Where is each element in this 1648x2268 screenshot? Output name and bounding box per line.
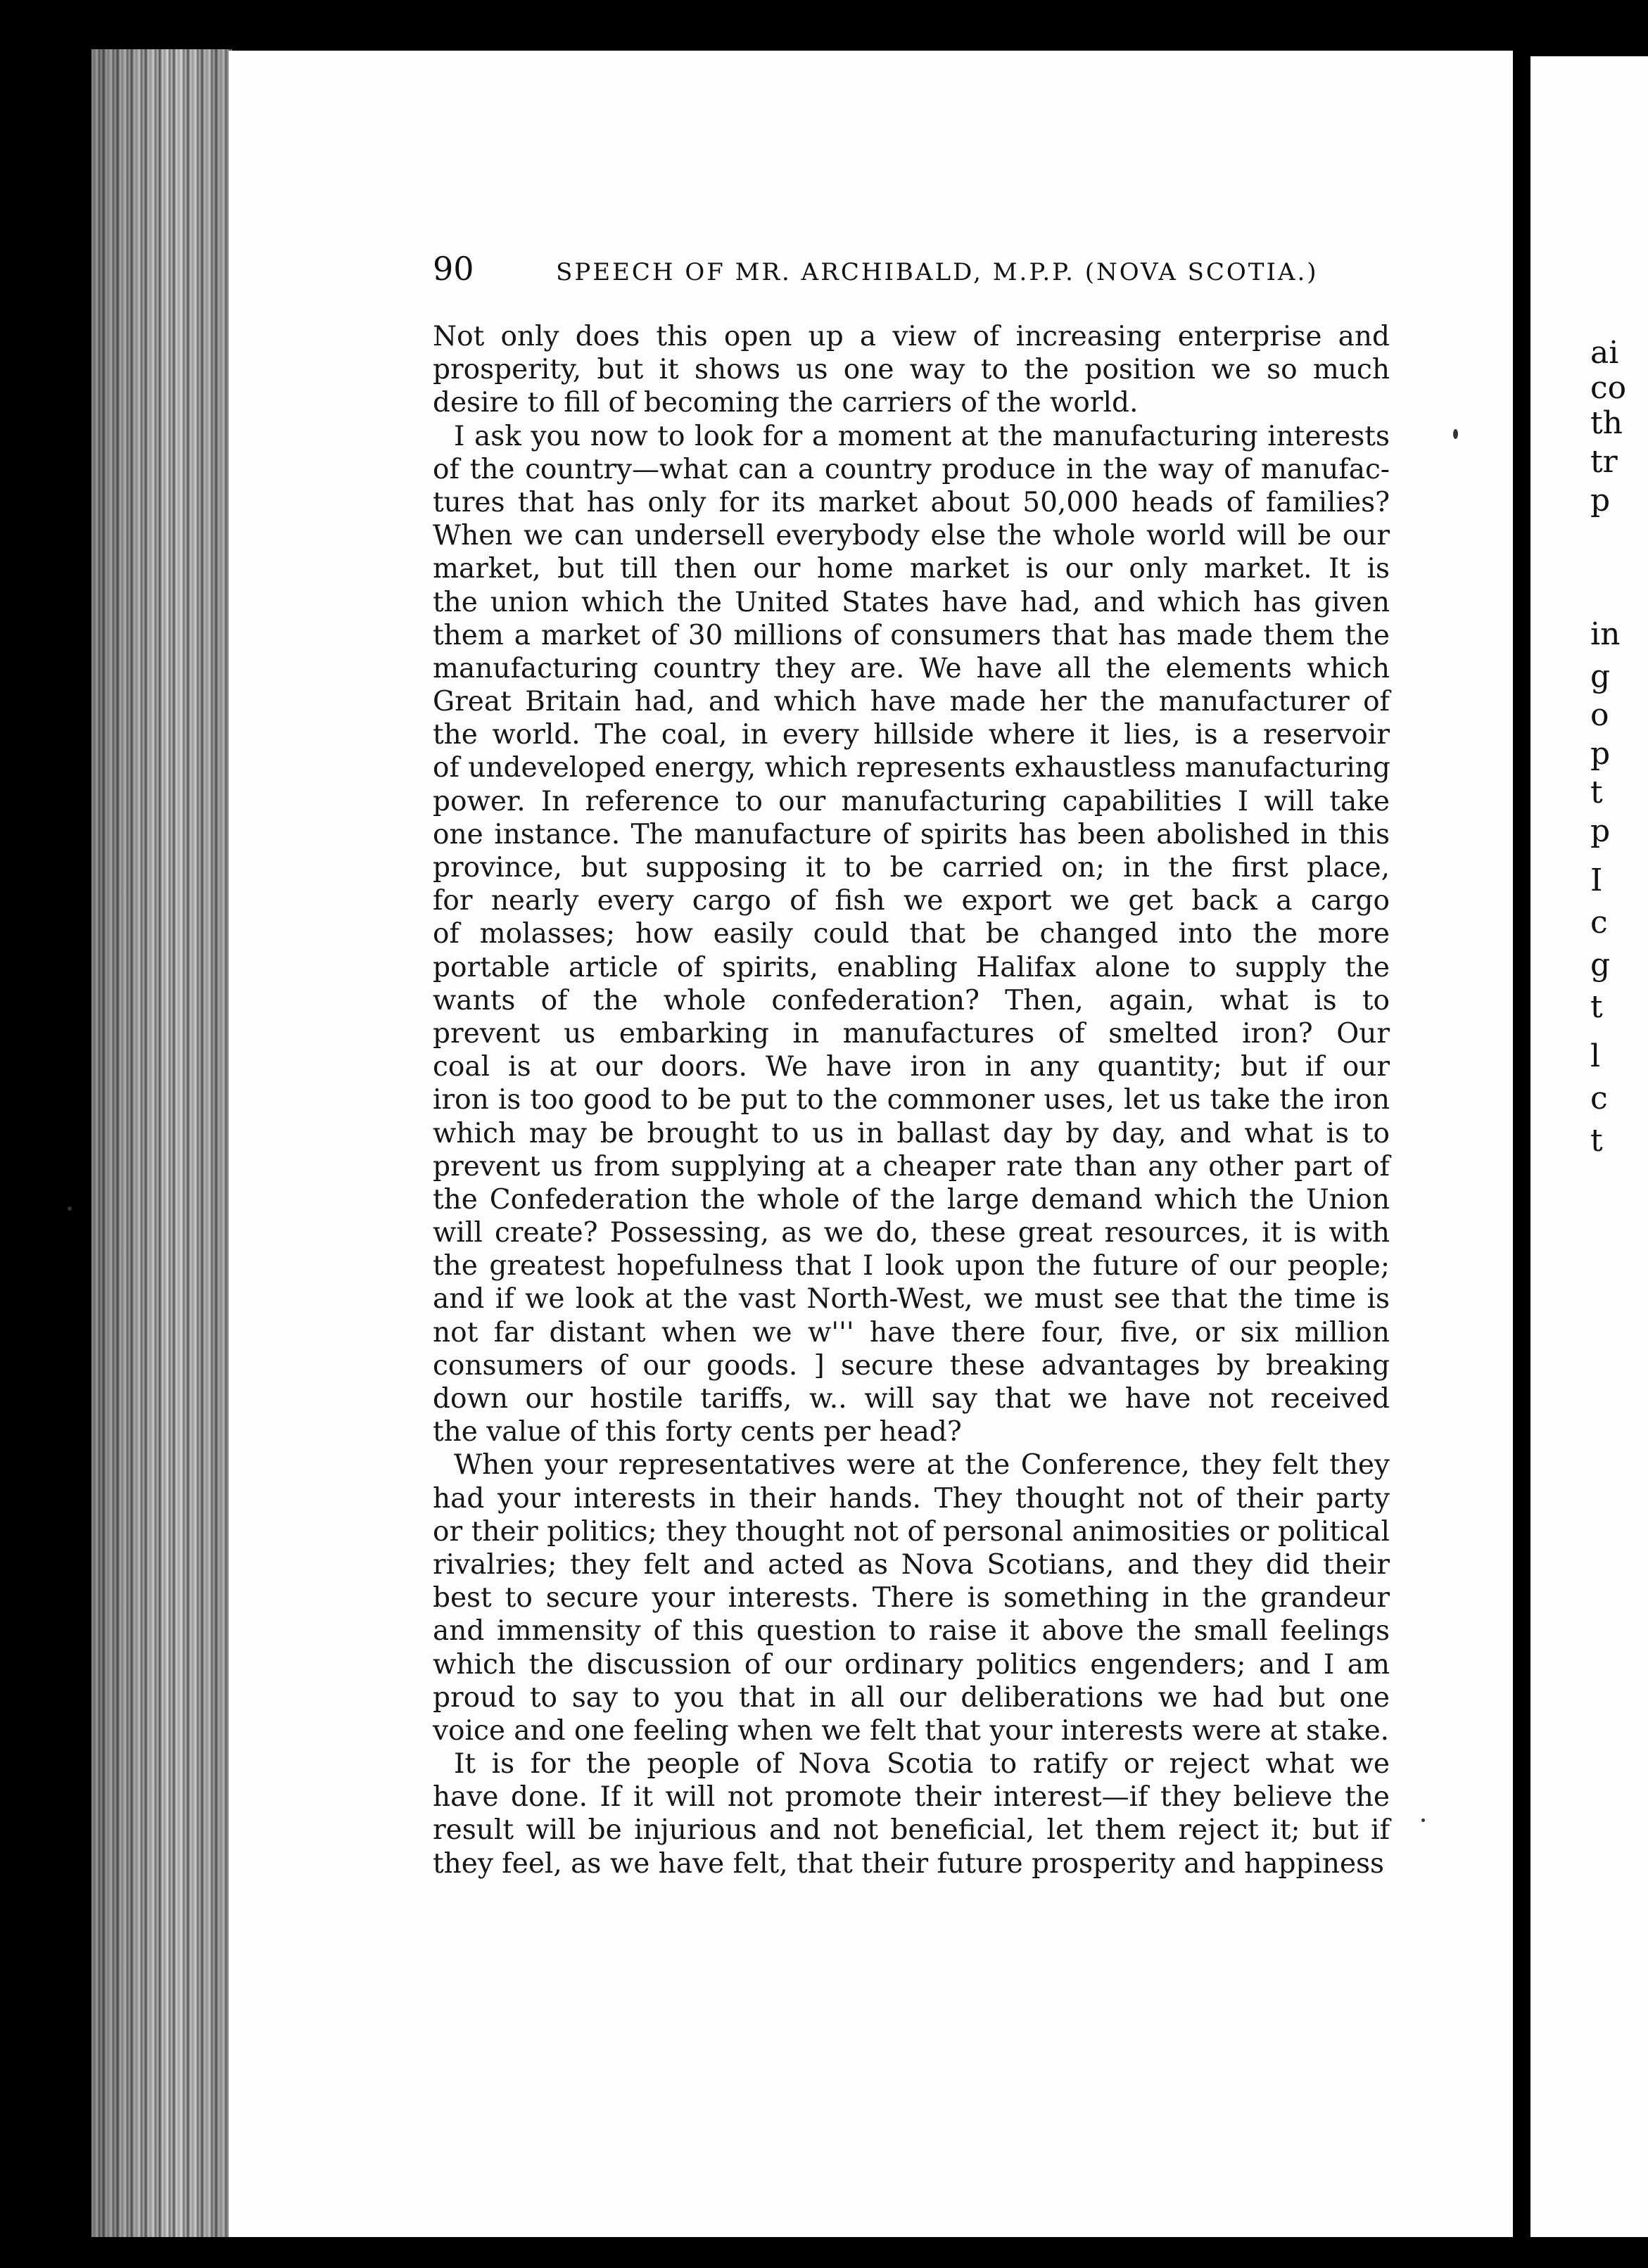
paragraph: [433, 420, 1390, 1449]
right-page-letter: p: [1590, 813, 1611, 849]
text-line: them a market of 30 millions of consumers that has made them the: [433, 619, 1390, 651]
text-line: tures that has only for its market about 50,000 heads of families?: [433, 486, 1390, 518]
right-page-letter: p: [1590, 483, 1611, 518]
page-number: 90: [433, 250, 474, 288]
right-page-letter: th: [1590, 405, 1623, 441]
text-line: have done. If it will not promote their interest—if they believe the: [433, 1781, 1390, 1814]
text-line: rivalries; they felt and acted as Nova Scotians, and they did their: [433, 1548, 1390, 1581]
speck: [68, 1206, 72, 1211]
text-line: province, but supposing it to be carried on; in the first place,: [433, 852, 1390, 884]
body-text: [433, 320, 1390, 1880]
text-line: market, but till then our home market is our only market. It is: [433, 553, 1390, 585]
text-line: manufacturing country they are. We have all the elements which: [433, 652, 1390, 684]
text-line: one instance. The manufacture of spirits has been abolished in this: [433, 818, 1390, 850]
text-line: proud to say to you that in all our deliberations we had but one: [433, 1681, 1390, 1714]
text-line: which may be brought to us in ballast day by day, and what is to: [433, 1117, 1390, 1149]
right-page-letter: c: [1590, 1081, 1608, 1116]
text-line: the value of this forty cents per head?: [433, 1416, 962, 1448]
text-line: the world. The coal, in every hillside where it lies, is a reservoir: [433, 719, 1390, 751]
speck: [1453, 429, 1458, 439]
paragraph: [433, 1747, 1390, 1880]
text-line: and if we look at the vast North-West, we must see that the time is: [433, 1283, 1390, 1315]
text-line: and immensity of this question to raise it above the small feelings: [433, 1615, 1390, 1648]
text-line: the Confederation the whole of the large demand which the Union: [433, 1183, 1390, 1216]
text-line: wants of the whole confederation? Then, again, what is to: [433, 984, 1390, 1017]
right-page-letter: tr: [1590, 444, 1618, 480]
right-page-letter: t: [1590, 775, 1603, 810]
text-line: power. In reference to our manufacturing capabilities I will take: [433, 785, 1390, 817]
paragraph: [433, 320, 1390, 420]
right-page-letter: g: [1590, 658, 1611, 694]
text-line: of molasses; how easily could that be changed into the more: [433, 918, 1390, 950]
text-line: prosperity, but it shows us one way to the position we so much: [433, 354, 1390, 386]
paragraph: [433, 1448, 1390, 1747]
right-page-letter: g: [1590, 947, 1611, 983]
text-line: the greatest hopefulness that I look upon the future of our people;: [433, 1250, 1390, 1282]
right-page-letter: c: [1590, 905, 1608, 941]
book-page-edges: [91, 49, 232, 2237]
right-page-letter: co: [1590, 370, 1627, 406]
page-header: [433, 250, 1383, 288]
text-line: down our hostile tariffs, w.. will say that we have not received: [433, 1383, 1390, 1415]
text-line: When your representatives were at the Conference, they felt they: [454, 1449, 1390, 1482]
text-line: iron is too good to be put to the commoner uses, let us take the iron: [433, 1084, 1390, 1116]
running-head: SPEECH OF MR. ARCHIBALD, M.P.P. (NOVA SCOTIA.): [556, 258, 1319, 286]
right-page-letter: l: [1590, 1038, 1601, 1074]
text-line: prevent us embarking in manufactures of smelted iron? Our: [433, 1017, 1390, 1050]
text-line: desire to fill of becoming the carriers of the world.: [433, 387, 1139, 419]
text-line: which the discussion of our ordinary politics engenders; and I am: [433, 1648, 1390, 1681]
text-line: not far distant when we w''' have there four, five, or six million: [433, 1316, 1390, 1349]
text-line: best to secure your interests. There is something in the grandeur: [433, 1582, 1390, 1614]
right-page-letter: t: [1590, 989, 1603, 1025]
text-line: or their politics; they thought not of personal animosities or political: [433, 1515, 1390, 1548]
text-line: had your interests in their hands. They thought not of their party: [433, 1482, 1390, 1515]
text-line: Great Britain had, and which have made her the manufacturer of: [433, 686, 1390, 718]
text-line: portable article of spirits, enabling Halifax alone to supply the: [433, 951, 1390, 983]
text-line: Not only does this open up a view of increasing enterprise and: [433, 321, 1390, 352]
speck: [1421, 1818, 1425, 1822]
right-page-letter: o: [1590, 697, 1609, 733]
text-line: of undeveloped energy, which represents exhaustless manufacturing: [433, 752, 1390, 784]
text-line: result will be injurious and not beneficial, let them reject it; but if: [433, 1814, 1390, 1847]
right-page-letter: in: [1590, 616, 1621, 652]
text-line: consumers of our goods. ] secure these advantages by breaking: [433, 1349, 1390, 1382]
text-line: voice and one feeling when we felt that your interests were at stake.: [433, 1714, 1390, 1747]
right-page-letter: I: [1590, 862, 1603, 898]
right-page-letter: p: [1590, 736, 1611, 772]
text-line: the union which the United States have had, and which has given: [433, 586, 1390, 618]
text-line: coal is at our doors. We have iron in any quantity; but if our: [433, 1051, 1390, 1083]
text-line: When we can undersell everybody else the whole world will be our: [433, 520, 1390, 552]
text-line: will create? Possessing, as we do, these great resources, it is with: [433, 1217, 1390, 1249]
right-book-page-fragment: [1530, 56, 1648, 2237]
text-line: It is for the people of Nova Scotia to ratify or reject what we: [454, 1748, 1390, 1780]
text-line: they feel, as we have felt, that their future prosperity and happiness: [433, 1847, 1385, 1880]
text-line: for nearly every cargo of fish we export we get back a cargo: [433, 885, 1390, 917]
text-line: of the country—what can a country produce in the way of manufac-: [433, 453, 1390, 485]
right-page-letter: ai: [1590, 335, 1619, 371]
right-page-letter: t: [1590, 1123, 1603, 1159]
text-line: prevent us from supplying at a cheaper rate than any other part of: [433, 1150, 1390, 1183]
text-line: I ask you now to look for a moment at the manufacturing interests: [454, 420, 1390, 452]
